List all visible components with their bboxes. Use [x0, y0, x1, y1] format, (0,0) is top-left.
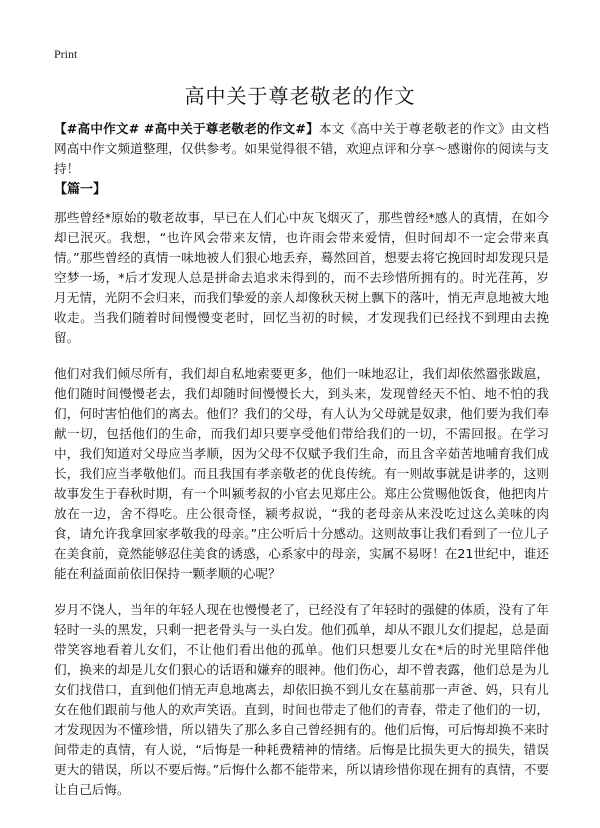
- page-title: 高中关于尊老敬老的作文: [184, 84, 416, 108]
- article-body: [54, 208, 549, 816]
- intro-paragraph: [54, 119, 549, 179]
- print-link[interactable]: Print: [54, 47, 78, 61]
- body-paragraph: 那些曾经*原始的敬老故事，早已在人们心中灰飞烟灭了，那些曾经*感人的真情，在如今却已泯灭。我想，“也许风会带来友情，也许雨会带来爱情，但时间却不一定会带来真情。”那些曾经的真情一味地被人们狠心地丢弃，蓦然回首，想要去将它挽回时却发现只是空梦一场，*后才发现人总是拼命去追求未得到的，而不去珍惜所拥有的。时光荏苒，岁月无情，光阴不会归来，而我们挚爱的亲人却像秋天树上飘下的落叶，悄无声息地被大地收走。当我们随着时间慢慢变老时，回忆当初的时候，才发现我们已经找不到理由去挽留。: [54, 210, 549, 345]
- body-paragraph: 岁月不饶人，当年的年轻人现在也慢慢老了，已经没有了年轻时的强健的体质，没有了年轻时一头的黑发，只剩一把老骨头与一头白发。他们孤单，却从不跟儿女们提起，总是面带笑容地看着儿女们，不让他们看出他的孤单。他们只想要儿女在*后的时光里陪伴他们，换来的却是儿女们狠心的话语和嫌弃的眼神。他们伤心，却不曾表露，他们总是为儿女们找借口，直到他们悄无声息地离去，却依旧换不到儿女在墓前那一声爸、妈，只有儿女在他们跟前与他人的欢声笑语。直到，时间也带走了他们的青春，带走了他们的一切，才发现因为不懂珍惜，所以错失了那么多自己曾经拥有的。他们后悔，可后悔却换不来时间带走的真情，有人说，“后悔是一种耗费精神的情绪。后悔是比损失更大的损失，错误更大的错误，所以不要后悔。”后悔什么都不能带来，所以请珍惜你现在拥有的真情，不要让自己后悔。: [54, 602, 549, 797]
- section-heading: 【篇一】: [54, 182, 107, 197]
- intro-tag: 【#高中作文# #高中关于尊老敬老的作文#】: [54, 121, 319, 136]
- intro-text: 本文《高中关于尊老敬老的作文》由文档网高中作文频道整理，仅供参考。如果觉得很不错，欢迎点评和分享～感谢你的阅读与支持！: [54, 121, 550, 176]
- body-paragraph: 他们对我们倾尽所有，我们却自私地索要更多，他们一味地忍让，我们却依然嚣张跋扈，他们随时间慢慢老去，我们却随时间慢慢长大，到头来，发现曾经天不怕、地不怕的我们，何时害怕他们的离去。他们？我们的父母，有人认为父母就是奴隶，他们要为我们奉献一切，包括他们的生命，而我们却只要享受他们带给我们的一切，不需回报。在学习中，我们知道对父母应当孝顺，因为父母不仅赋予我们生命，而且含辛茹苦地哺育我们成长，我们应当孝敬他们。而且我国有孝亲敬老的优良传统。有一则故事就是讲孝的，这则故事发生于春秋时期，有一个叫颍考叔的小官去见郑庄公。郑庄公赏赐他饭食，他把肉片放在一边，舍不得吃。庄公很奇怪，颍考叔说，“我的老母亲从来没吃过这么美味的肉食，请允许我拿回家孝敬我的母亲。”庄公听后十分感动。这则故事让我们看到了一位儿子在美食前，竟然能够忍住美食的诱惑，心系家中的母亲，实属不易呀！在21世纪中，谁还能在利益面前依旧保持一颗孝顺的心呢？: [54, 366, 549, 581]
